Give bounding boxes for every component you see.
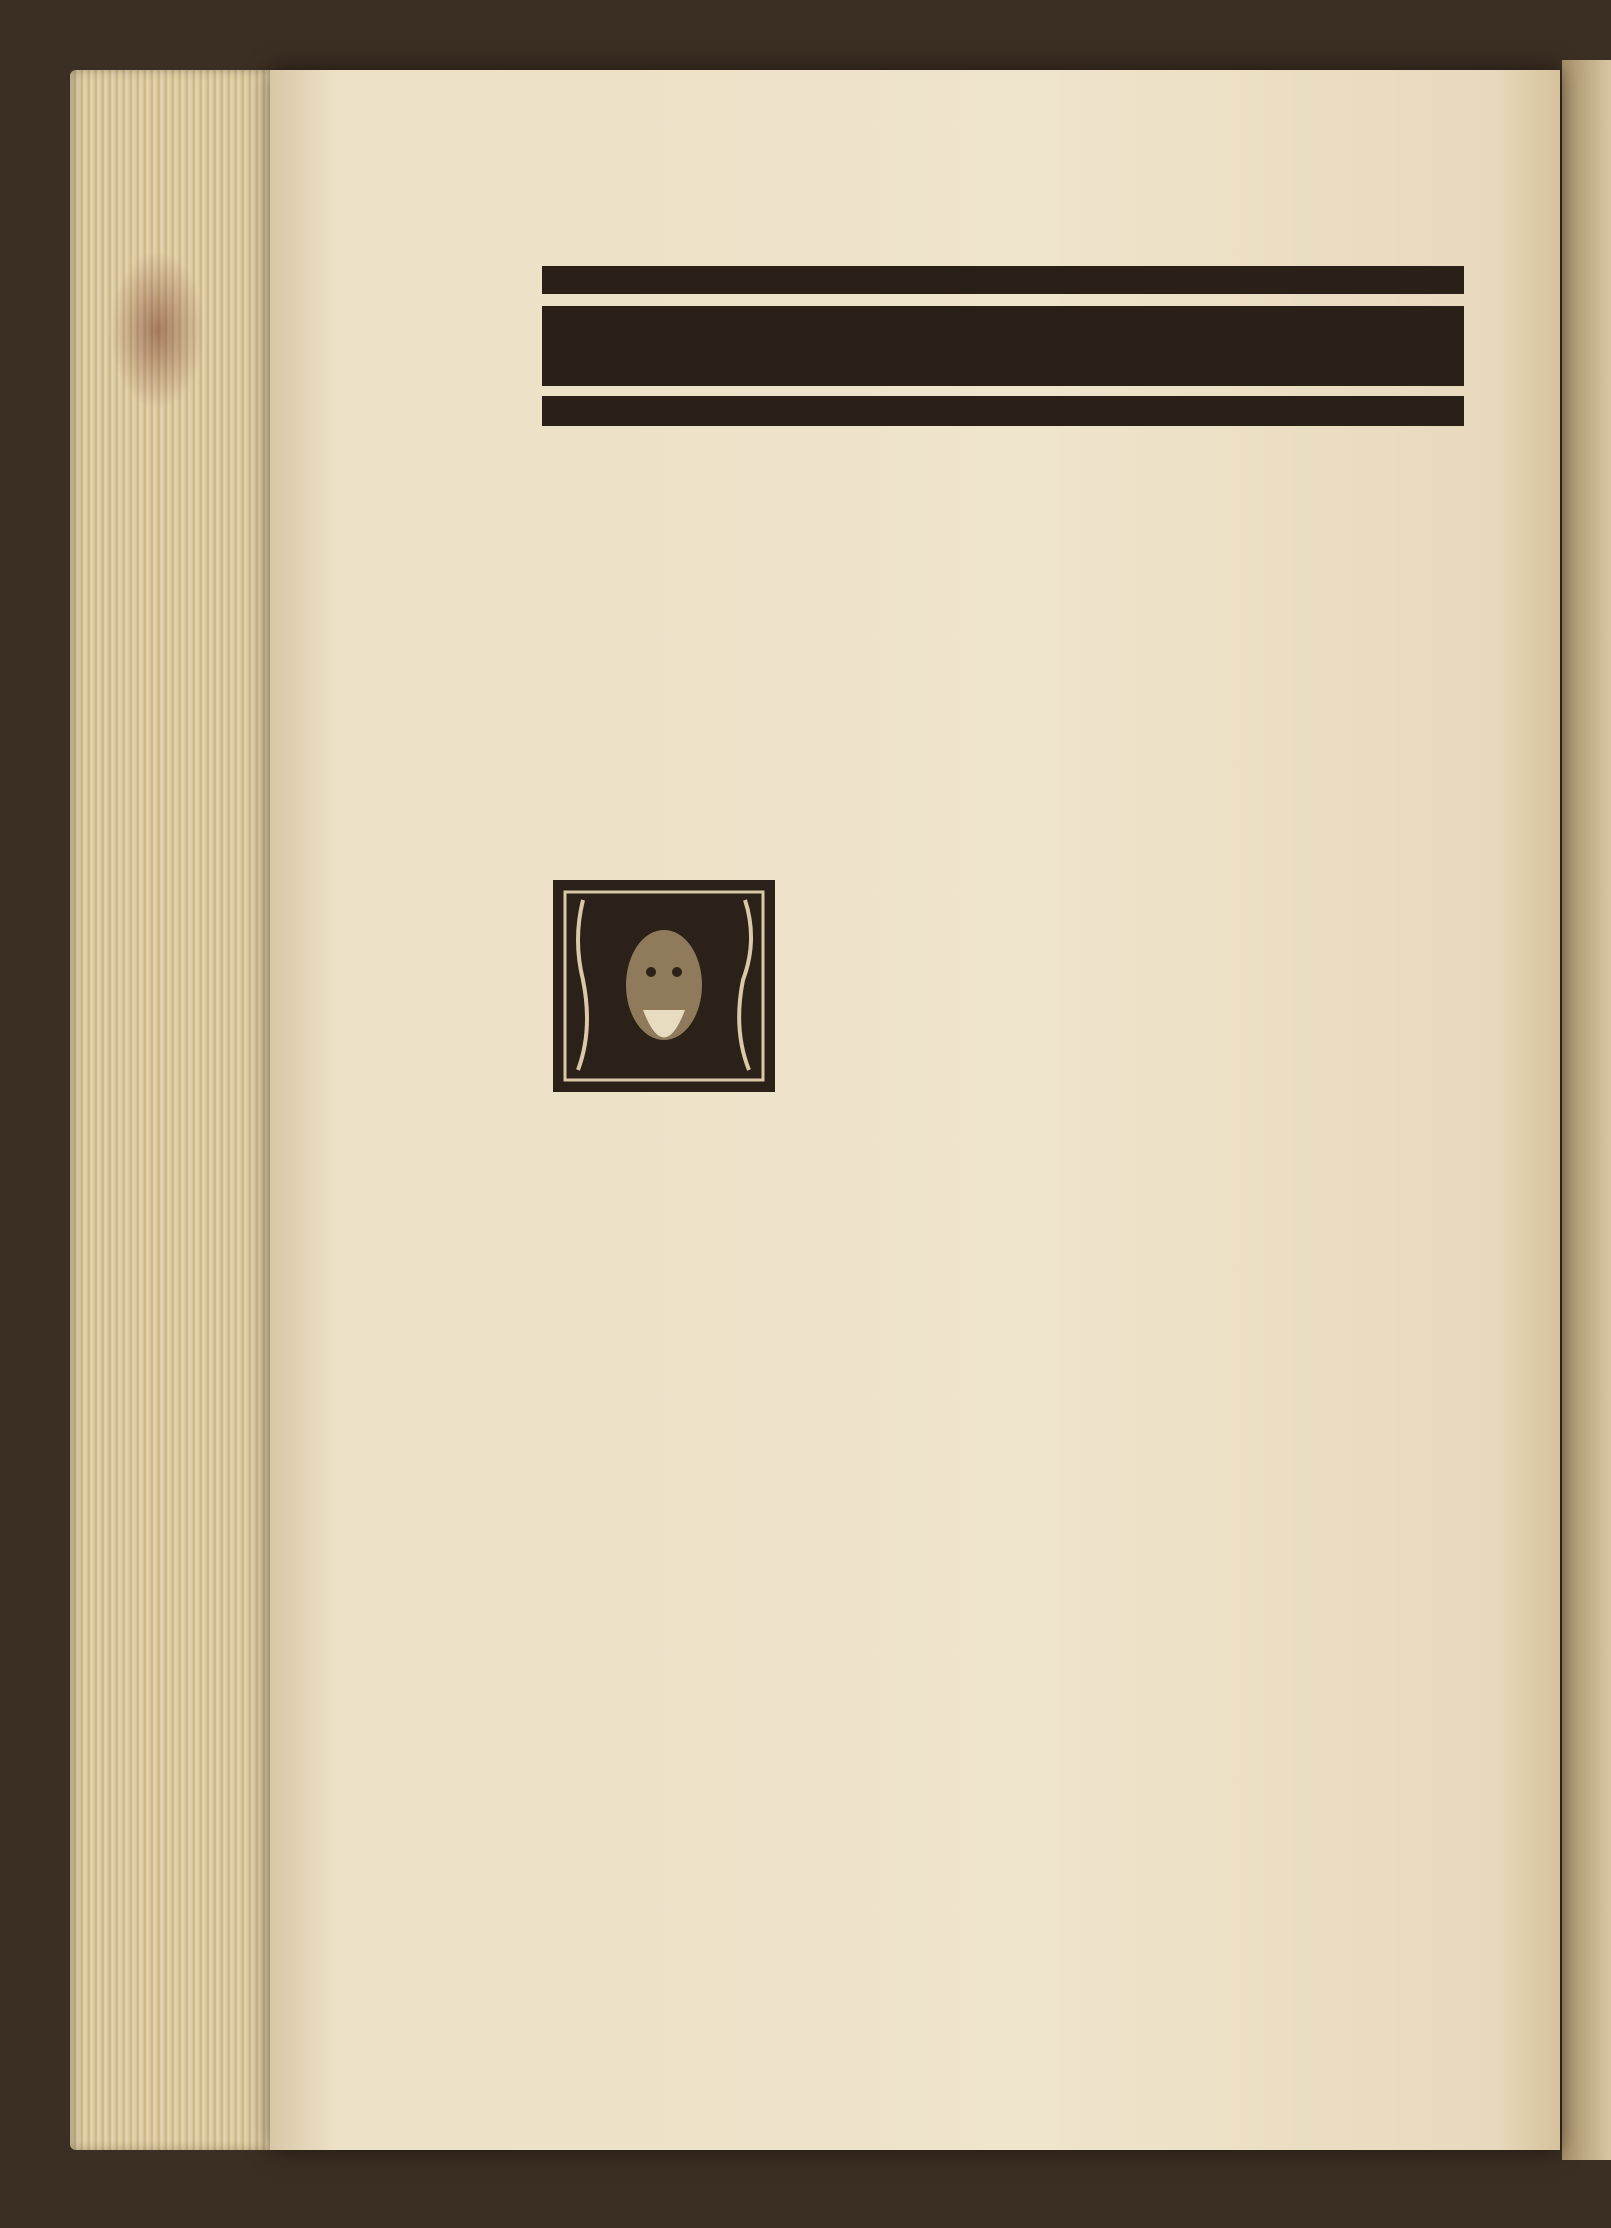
decorated-initial-d bbox=[553, 880, 775, 1092]
facing-page-edge bbox=[1562, 60, 1611, 2160]
ink-stain bbox=[110, 250, 205, 410]
ornamental-header-band bbox=[540, 262, 1466, 430]
